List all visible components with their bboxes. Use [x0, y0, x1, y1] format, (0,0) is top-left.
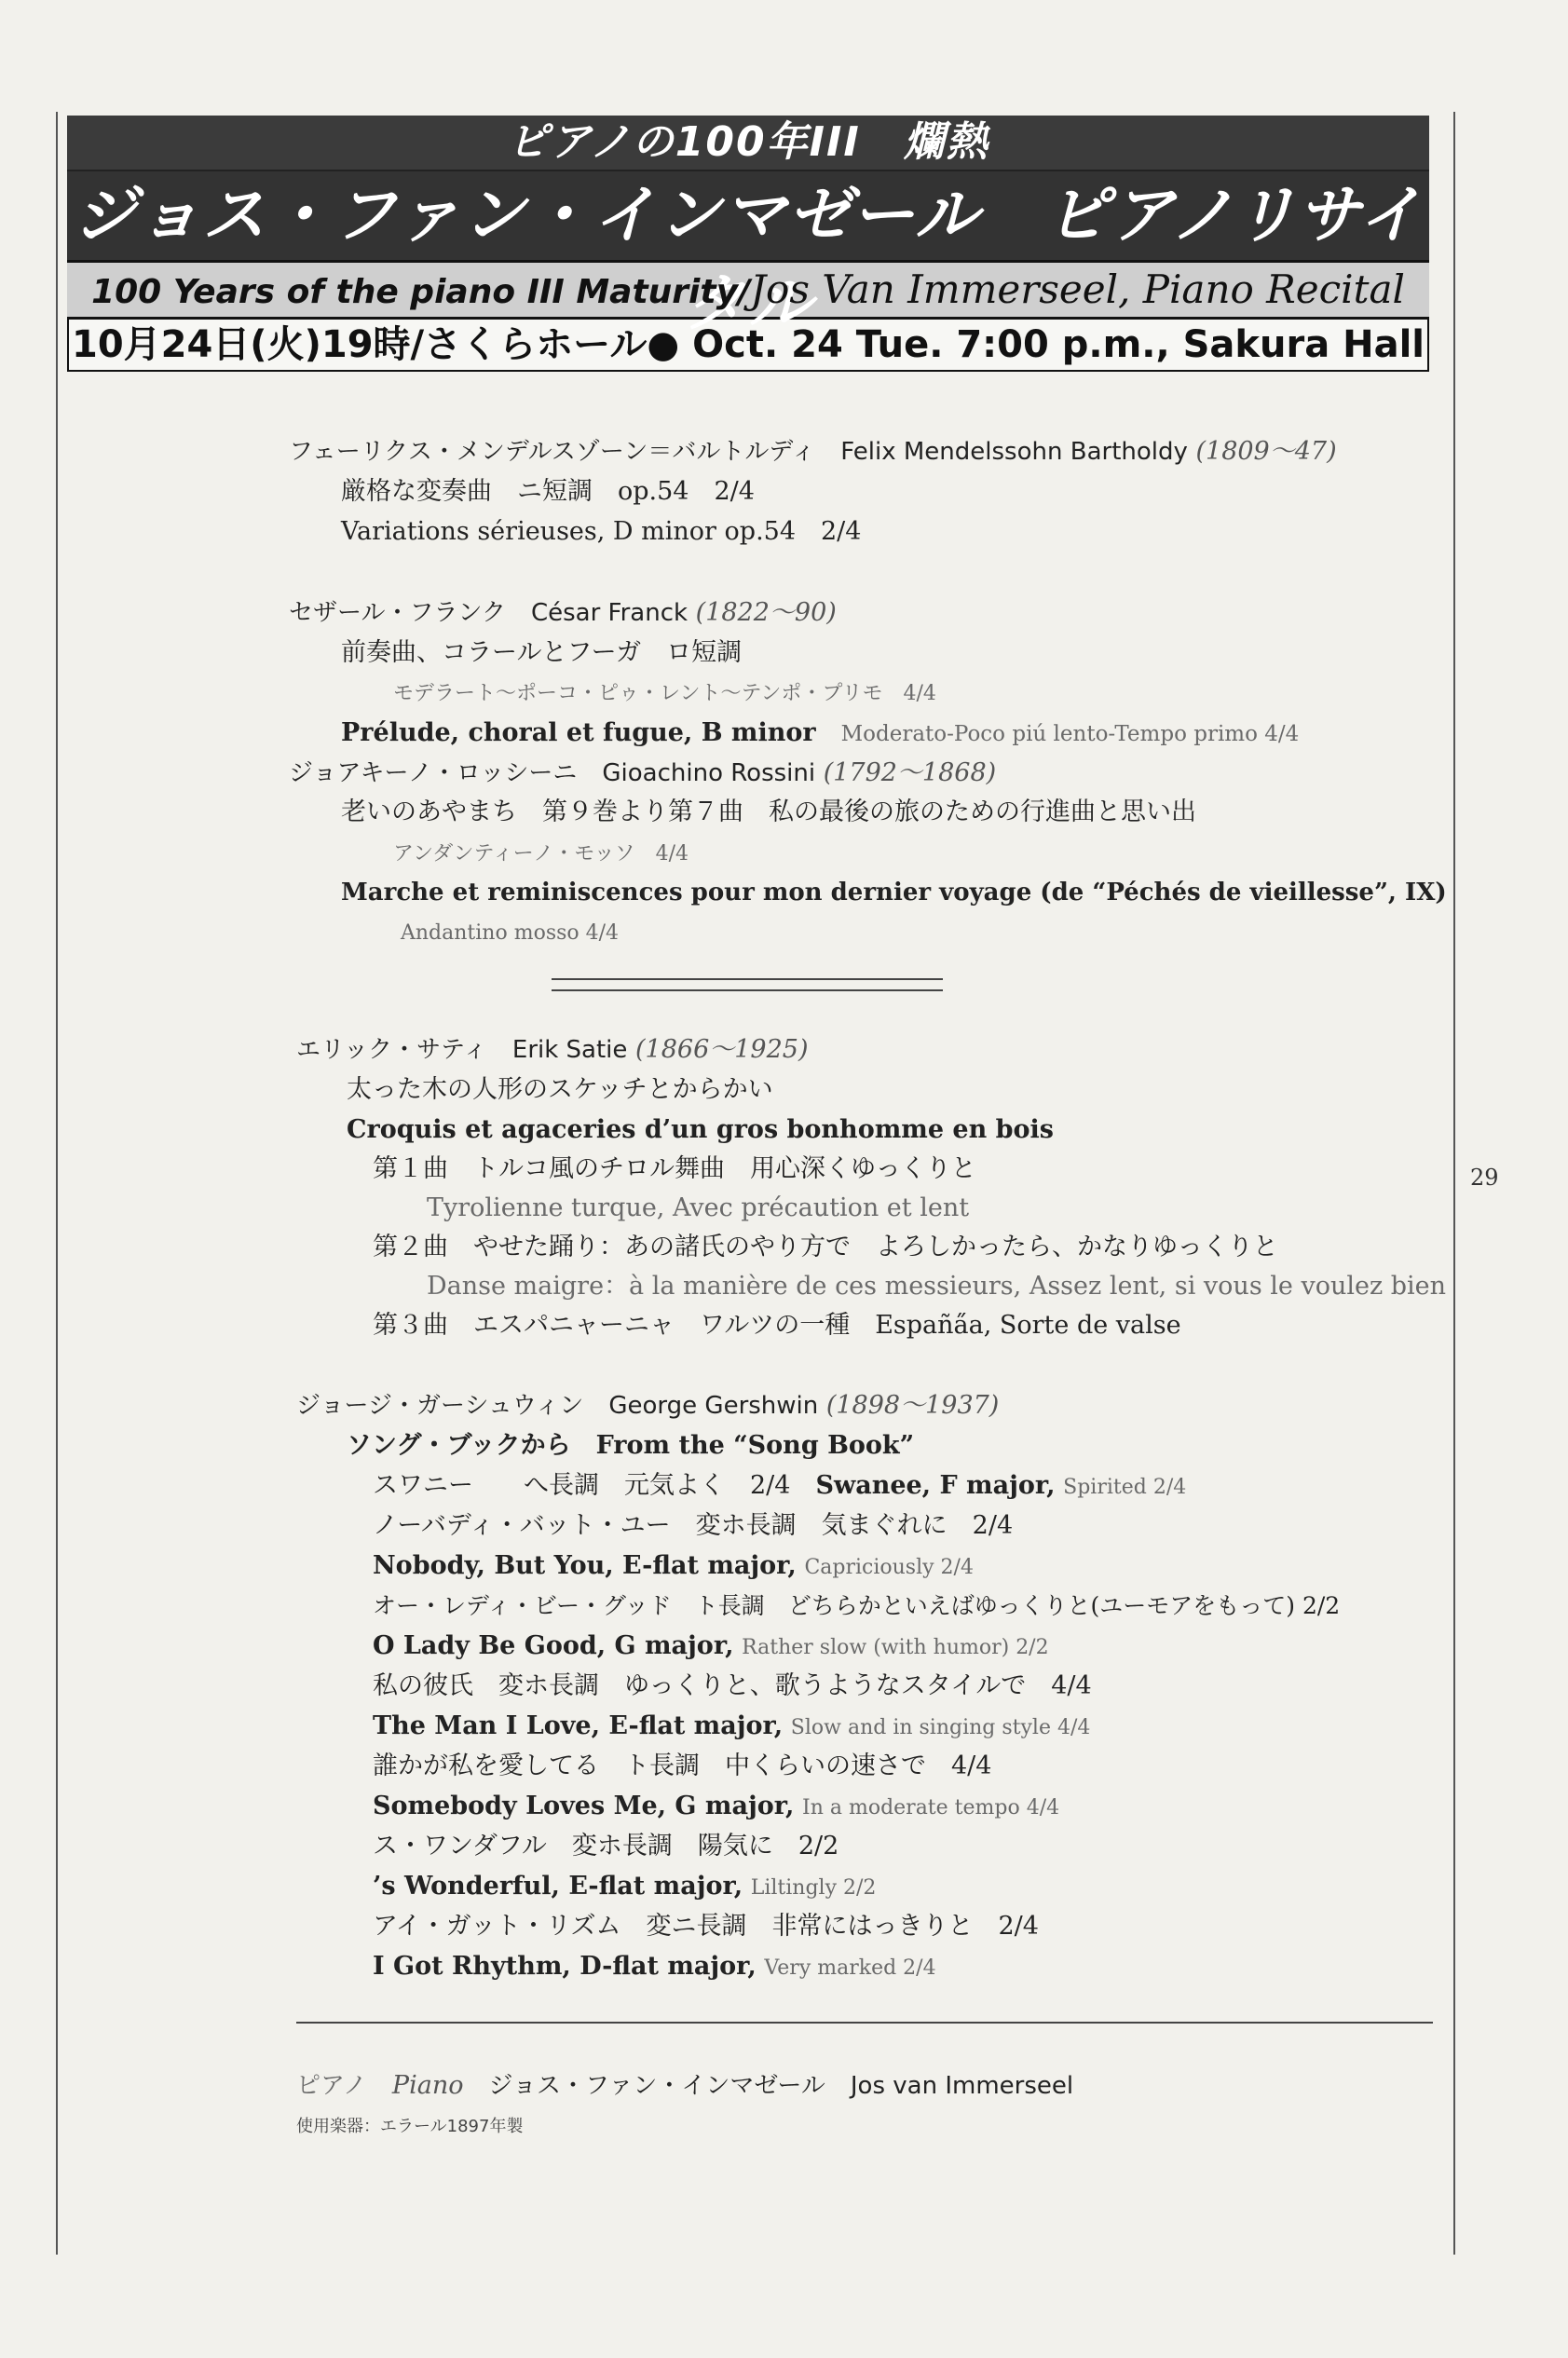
composer: フェーリクス・メンデルスゾーン＝バルトルディ Felix Mendelssohn Bartholdy (1809～47) [289, 437, 1337, 466]
date-venue: 10月24日(火)19時/さくらホール● Oct. 24 Tue. 7:00 p.m., Sakura Hall [67, 317, 1429, 372]
song-line: ’s Wonderful, E-flat major, Liltingly 2/2 [373, 1872, 877, 1901]
song-line: ス・ワンダフル 変ホ長調 陽気に 2/2 [373, 1832, 839, 1861]
frame-right-line [1453, 112, 1455, 2255]
song-line: I Got Rhythm, D-flat major, Very marked 2/4 [373, 1952, 936, 1981]
song-line: O Lady Be Good, G major, Rather slow (with humor) 2/2 [373, 1631, 1049, 1660]
song-line: 誰かが私を愛してる ト長調 中くらいの速さで 4/4 [373, 1751, 992, 1780]
tempo-jp: アンダンティーノ・モッソ 4/4 [393, 842, 689, 866]
song-line: 私の彼氏 変ホ長調 ゆっくりと、歌うようなスタイルで 4/4 [373, 1671, 1092, 1700]
movement-jp: 第２曲 やせた踊り：あの諸氏のやり方で よろしかったら、かなりゆっくりと [373, 1233, 1278, 1261]
composer: ジョアキーノ・ロッシーニ Gioachino Rossini (1792～1868) [289, 758, 997, 787]
footer-rule [296, 2022, 1433, 2024]
work-title-en: Variations sérieuses, D minor op.54 2/4 [341, 517, 862, 546]
header-banner [67, 116, 1429, 372]
work-title-jp: ソング・ブックから From the “Song Book” [347, 1431, 915, 1460]
song-line: オー・レディ・ビー・グッド ト長調 どちらかといえばゆっくりと(ユーモアをもって) 2/2 [373, 1592, 1341, 1619]
song-line: The Man I Love, E-flat major, Slow and in singing style 4/4 [373, 1711, 1091, 1740]
title-en-part1: 100 Years of the piano III Maturity/ [91, 273, 751, 311]
performer: ピアノ Piano ジョス・ファン・インマゼール Jos van Immerseel [296, 2071, 1074, 2100]
work-title-jp: 太った木の人形のスケッチとからかい [347, 1075, 773, 1104]
song-line: アイ・ガット・リズム 変ニ長調 非常にはっきりと 2/4 [373, 1912, 1039, 1941]
movement-jp: 第１曲 トルコ風のチロル舞曲 用心深くゆっくりと [373, 1154, 976, 1183]
recital-title-en [67, 260, 1429, 317]
work-title-jp: 前奏曲、コラールとフーガ ロ短調 [341, 638, 743, 667]
tempo: Andantino mosso 4/4 [401, 921, 620, 945]
separator-line [552, 978, 943, 980]
song-line: Somebody Loves Me, G major, In a moderate tempo 4/4 [373, 1792, 1060, 1820]
frame-left-line [56, 112, 58, 2255]
movement-en: Tyrolienne turque, Avec précaution et lent [427, 1193, 970, 1222]
composer: エリック・サティ Erik Satie (1866～1925) [296, 1035, 809, 1064]
song-line: ノーバディ・バット・ユー 変ホ長調 気まぐれに 2/4 [373, 1511, 1014, 1540]
recital-title-jp: ジョス・ファン・インマゼール ピアノリサイ [67, 170, 1429, 260]
work-title-en: Marche et reminiscences pour mon dernier voyage (de “Péchés de vieillesse”, IX) [341, 879, 1447, 906]
work-title-jp: 厳格な変奏曲 ニ短調 op.54 2/4 [341, 477, 755, 506]
separator-line [552, 989, 943, 991]
song-line: スワニー へ長調 元気よく 2/4 Swanee, F major, Spirited 2/4 [373, 1471, 1187, 1500]
work-title-en: Prélude, choral et fugue, B minor Moderato-Poco piú lento-Tempo primo 4/4 [341, 718, 1300, 747]
movement-en: Danse maigre：à la manière de ces messieurs, Assez lent, si vous le voulez bien [427, 1272, 1447, 1301]
series-title: ピアノの100年III 爛熱 [67, 116, 1429, 170]
movement-jp: 第３曲 エスパニャーニャ ワルツの一種 España̋a, Sorte de valse [373, 1311, 1181, 1340]
page-number: 29 [1470, 1165, 1499, 1191]
title-en-part2: Jos Van Immerseel, Piano Recital [750, 266, 1405, 312]
song-line: Nobody, But You, E-flat major, Capriciously 2/4 [373, 1551, 974, 1580]
composer: セザール・フランク César Franck (1822～90) [289, 598, 837, 627]
work-title-jp: 老いのあやまち 第９巻より第７曲 私の最後の旅のための行進曲と思い出 [341, 797, 1196, 826]
tempo-jp: モデラート～ポーコ・ピゥ・レント～テンポ・プリモ 4/4 [393, 682, 936, 705]
composer: ジョージ・ガーシュウィン George Gershwin (1898～1937) [296, 1391, 1000, 1420]
instrument-note: 使用楽器：エラール1897年製 [296, 2117, 524, 2136]
work-title-en: Croquis et agaceries d’un gros bonhomme en bois [347, 1115, 1054, 1144]
